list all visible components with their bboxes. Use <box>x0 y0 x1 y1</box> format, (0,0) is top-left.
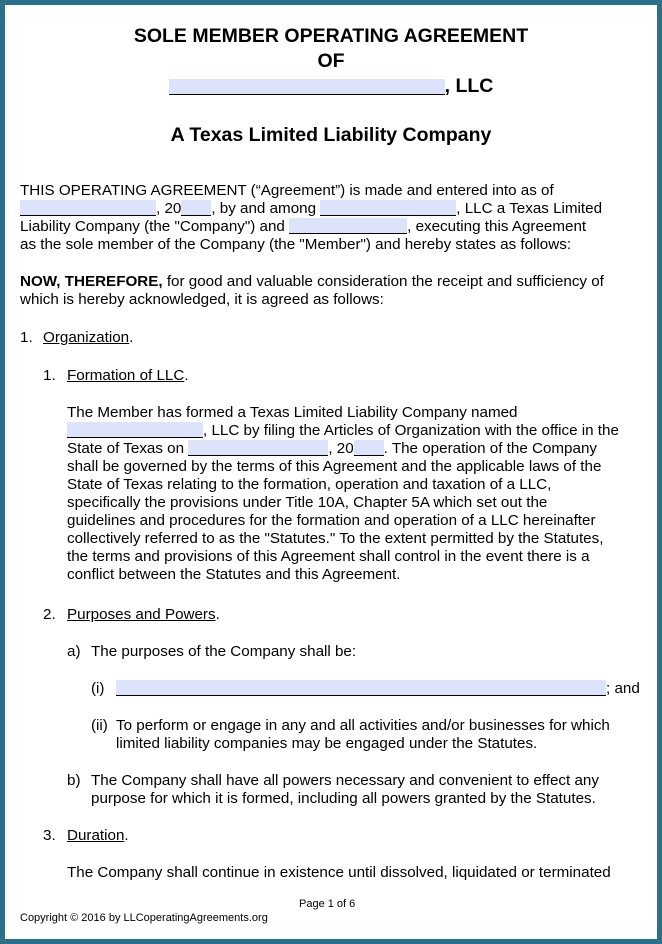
agreement-year-field[interactable] <box>181 200 211 216</box>
duration-line-1: The Company shall continue in existence until dissolved, liquidated or terminated <box>67 864 611 881</box>
formation-line-3: State of Texas on , 20 . The operation of the Company <box>67 440 597 457</box>
purpose-ii-label: (ii) <box>91 717 108 734</box>
company-name-field[interactable] <box>320 200 456 216</box>
section-1-1-heading: Formation of LLC. <box>67 367 189 384</box>
llc-suffix: , LLC <box>444 75 494 97</box>
section-1-heading: Organization. <box>43 329 134 346</box>
document-page <box>5 5 657 939</box>
intro-line-4: as the sole member of the Company (the "Member") and hereby states as follows: <box>20 236 572 253</box>
member-name-field[interactable] <box>289 218 407 234</box>
powers-b-line-2: purpose for which it is formed, including all powers granted by the Statutes. <box>91 790 596 807</box>
formation-line-7: guidelines and procedures for the formation and operation of a LLC hereinafter <box>67 512 596 529</box>
intro-line-2: , 20 , by and among , LLC a Texas Limited <box>20 200 602 218</box>
formation-line-6: specifically the provisions under Title 10A, Chapter 5A which set out the <box>67 494 548 511</box>
llc-name-field[interactable] <box>169 79 445 95</box>
now-therefore-line-1: NOW, THEREFORE, for good and valuable consideration the receipt and sufficiency of <box>20 273 604 290</box>
filing-date-field[interactable] <box>188 440 328 456</box>
section-1-3-number: 3. <box>43 827 56 844</box>
section-1-number: 1. <box>20 329 33 346</box>
formation-line-1: The Member has formed a Texas Limited Liability Company named <box>67 404 518 421</box>
now-therefore-line-2: which is hereby acknowledged, it is agreed as follows: <box>20 291 384 308</box>
purposes-a-text: The purposes of the Company shall be: <box>91 643 357 660</box>
formation-llc-name-field[interactable] <box>67 422 203 438</box>
purpose-ii-line-2: limited liability companies may be engaged under the Statutes. <box>116 735 538 752</box>
document-title-of: OF <box>317 50 345 72</box>
intro-line-3: Liability Company (the "Company") and , executing this Agreement <box>20 218 587 235</box>
purpose-field[interactable] <box>116 680 606 696</box>
purpose-i-line: ; and <box>116 680 640 698</box>
llc-name-line <box>5 75 657 98</box>
formation-line-5: State of Texas relating to the formation, operation and taxation of a LLC, <box>67 476 552 493</box>
formation-line-4: shall be governed by the terms of this Agreement and the applicable laws of the <box>67 458 602 475</box>
document-title: SOLE MEMBER OPERATING AGREEMENT <box>133 25 529 47</box>
page-number: Page 1 of 6 <box>299 898 356 910</box>
agreement-date-field[interactable] <box>20 200 156 216</box>
section-1-2-number: 2. <box>43 606 56 623</box>
formation-line-8: collectively referred to as the "Statutes." To the extent permitted by the Statutes, <box>67 530 604 547</box>
section-1-3-heading: Duration. <box>67 827 129 844</box>
formation-line-10: conflict between the Statutes and this Agreement. <box>67 566 401 583</box>
purpose-ii-line-1: To perform or engage in any and all activities and/or businesses for which <box>116 717 610 734</box>
section-1-1-number: 1. <box>43 367 56 384</box>
document-subtitle: A Texas Limited Liability Company <box>170 124 492 146</box>
intro-line-1: THIS OPERATING AGREEMENT (“Agreement”) is made and entered into as of <box>20 182 554 199</box>
formation-line-2: , LLC by filing the Articles of Organization with the office in the <box>67 422 619 440</box>
copyright-notice: Copyright © 2016 by LLCoperatingAgreements.org <box>20 912 268 924</box>
purpose-i-label: (i) <box>91 680 105 697</box>
filing-year-field[interactable] <box>354 440 384 456</box>
section-1-2-heading: Purposes and Powers. <box>67 606 220 623</box>
purposes-a-label: a) <box>67 643 81 660</box>
formation-line-9: the terms and provisions of this Agreement shall control in the event there is a <box>67 548 590 565</box>
powers-b-line-1: The Company shall have all powers necessary and convenient to effect any <box>91 772 599 789</box>
powers-b-label: b) <box>67 772 81 789</box>
